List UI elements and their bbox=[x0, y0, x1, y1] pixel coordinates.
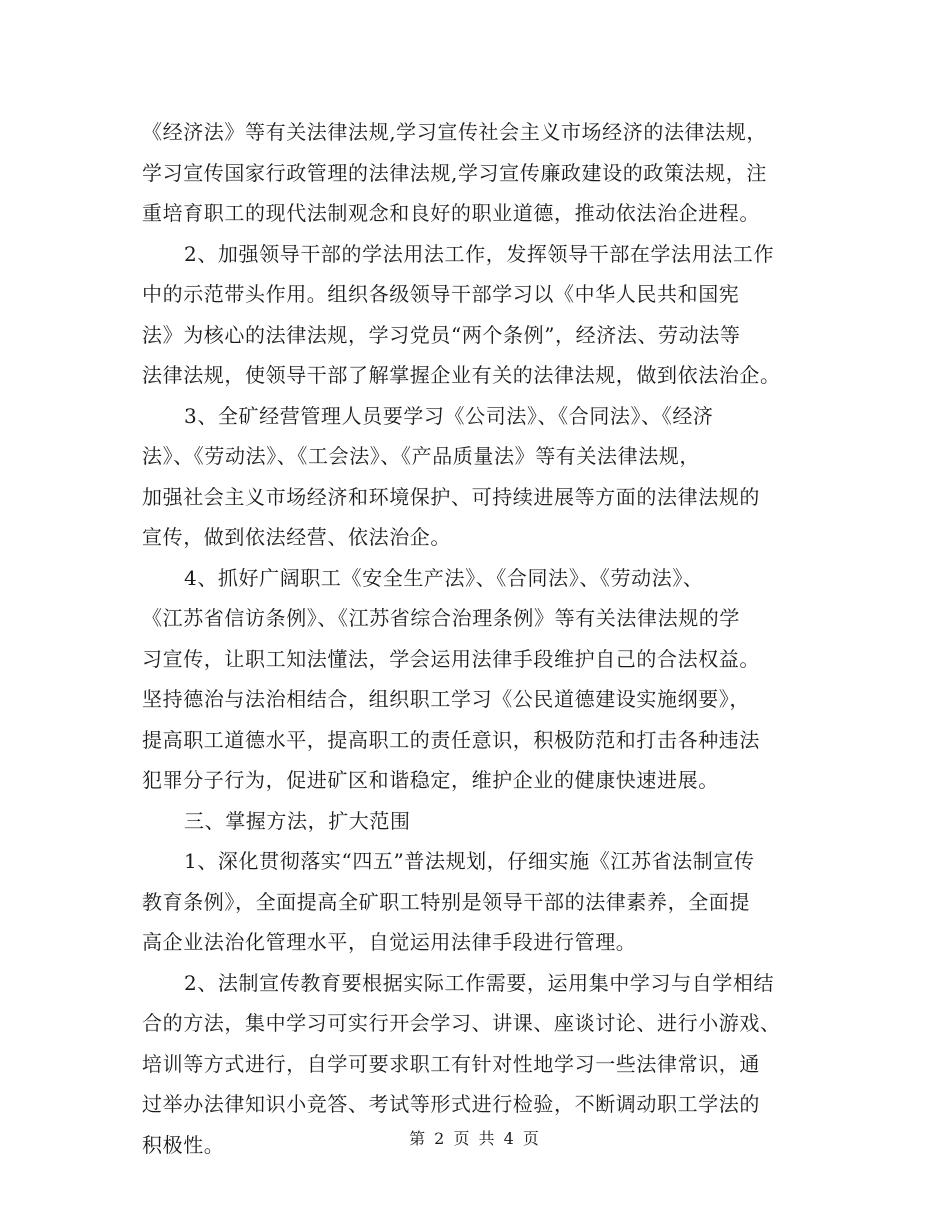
text-line: 学习宣传国家行政管理的法律法规,学习宣传廉政建设的政策法规，注 bbox=[142, 160, 767, 185]
text-line: 高企业法治化管理水平，自觉运用法律手段进行管理。 bbox=[142, 930, 637, 954]
document-body bbox=[142, 112, 822, 1165]
text-line: 教育条例》，全面提高全矿职工特别是领导干部的法律素养，全面提 bbox=[142, 889, 750, 914]
text-line: 4、抓好广阔职工《安全生产法》、《合同法》、《劳动法》、 bbox=[184, 565, 704, 590]
text-line: 提高职工道德水平，提高职工的责任意识，积极防范和打击各种违法 bbox=[142, 727, 760, 752]
text-line: 宣传，做到依法经营、依法治企。 bbox=[142, 525, 451, 549]
text-line: 2、加强领导干部的学法用法工作，发挥领导干部在学法用法工作 bbox=[184, 241, 775, 266]
text-line: 3、全矿经营管理人员要学习《公司法》、《合同法》、《经济 bbox=[184, 403, 714, 428]
text-line: 《经济法》等有关法律法规,学习宣传社会主义市场经济的法律法规， bbox=[142, 120, 767, 144]
text-line: 1、深化贯彻落实“四五”普法规划，仔细实施《江苏省法制宣传 bbox=[184, 849, 755, 873]
text-line: 犯罪分子行为，促进矿区和谐稳定，维护企业的健康快速进展。 bbox=[142, 768, 719, 792]
text-line: 重培育职工的现代法制观念和良好的职业道德，推动依法治企进程。 bbox=[142, 201, 760, 225]
text-line: 中的示范带头作用。组织各级领导干部学习以《中华人民共和国宪 bbox=[142, 282, 740, 306]
text-line: 坚持德治与法治相结合，组织职工学习《公民道德建设实施纲要》， bbox=[142, 687, 750, 711]
text-line: 加强社会主义市场经济和环境保护、可持续进展等方面的法律法规的 bbox=[142, 484, 760, 509]
page-footer: 第 2 页 共 4 页 bbox=[409, 1129, 541, 1148]
text-line: 法律法规，使领导干部了解掌握企业有关的法律法规，做到依法治企。 bbox=[142, 363, 781, 387]
text-line: 2、法制宣传教育要根据实际工作需要，运用集中学习与自学相结 bbox=[184, 970, 775, 995]
text-line: 积极性。 bbox=[142, 1132, 225, 1157]
text-line: 培训等方式进行，自学可要求职工有针对性地学习一些法律常识，通 bbox=[142, 1051, 760, 1076]
text-line: 过举办法律知识小竞答、考试等形式进行检验，不断调动职工学法的 bbox=[142, 1092, 760, 1116]
text-line: 法》为核心的法律法规，学习党员“两个条例”，经济法、劳动法等 bbox=[142, 322, 741, 347]
text-line: 习宣传，让职工知法懂法，学会运用法律手段维护自己的合法权益。 bbox=[142, 646, 760, 671]
text-line: 法》、《劳动法》、《工会法》、《产品质量法》等有关法律法规， bbox=[142, 444, 700, 468]
text-line: 合的方法，集中学习可实行开会学习、讲课、座谈讨论、进行小游戏、 bbox=[142, 1011, 781, 1035]
text-line: 三、掌握方法，扩大范围 bbox=[184, 808, 411, 833]
text-line: 《江苏省信访条例》、《江苏省综合治理条例》等有关法律法规的学 bbox=[142, 606, 740, 630]
